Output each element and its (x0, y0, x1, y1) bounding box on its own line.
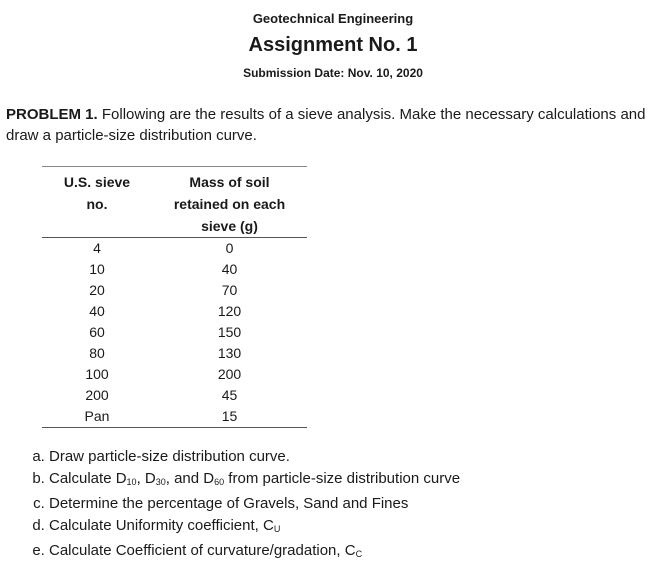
header-sieve-no: U.S. sieve no. (42, 167, 152, 238)
assignment-title: Assignment No. 1 (248, 34, 418, 56)
task-item: b. Calculate $D_{10}$, $D_{30}$, and $D_{60}$ from particle-size distribution curve (49, 468, 460, 494)
table-row (42, 364, 307, 385)
task-list (30, 446, 460, 566)
task-item: e. Calculate Coefficient of curvature/gradation, $C_C$ (49, 540, 460, 566)
mass-retained-cell: 40 (221, 261, 238, 277)
sieve-analysis-table (42, 166, 307, 428)
problem-label: PROBLEM 1. (6, 106, 98, 123)
sieve-number-cell: 80 (89, 345, 105, 361)
table-row (42, 238, 307, 260)
mass-retained-cell: 15 (152, 406, 307, 428)
mass-retained-cell: 45 (221, 387, 238, 403)
sieve-number-cell: 100 (85, 366, 109, 382)
table-row (42, 259, 307, 280)
sieve-number-cell: Pan (42, 406, 152, 428)
sieve-number-cell: 4 (93, 240, 101, 256)
mass-retained-cell: 70 (221, 282, 238, 298)
mass-retained-cell: 0 (225, 240, 234, 256)
table-row (42, 301, 307, 322)
header-mass-retained: Mass of soil retained on each sieve (g) (152, 167, 307, 238)
table-row (42, 385, 307, 406)
course-title: Geotechnical Engineering (252, 11, 414, 26)
problem-text: Following are the results of a sieve analysis. Make the necessary calculations and draw a particle-size distribution curve. (6, 106, 646, 144)
task-item: c. Determine the percentage of Gravels, Sand and Fines (49, 493, 460, 515)
sieve-number-cell: 200 (85, 387, 109, 403)
mass-retained-cell: 150 (217, 324, 242, 340)
sieve-number-cell: 40 (89, 303, 105, 319)
submission-date: Submission Date: Nov. 10, 2020 (243, 66, 423, 80)
mass-retained-cell: 130 (217, 345, 242, 361)
table-row (42, 322, 307, 343)
task-item: d. Calculate Uniformity coefficient, $C_U$ (49, 515, 460, 541)
table-row (42, 406, 307, 428)
mass-retained-cell: 120 (217, 303, 242, 319)
sieve-number-cell: 60 (89, 324, 105, 340)
mass-retained-cell: 200 (217, 366, 242, 382)
sieve-number-cell: 10 (89, 261, 105, 277)
task-item: a. Draw particle-size distribution curve. (49, 446, 460, 468)
table-row (42, 280, 307, 301)
problem-statement (6, 104, 660, 146)
table-row (42, 343, 307, 364)
sieve-number-cell: 20 (89, 282, 105, 298)
